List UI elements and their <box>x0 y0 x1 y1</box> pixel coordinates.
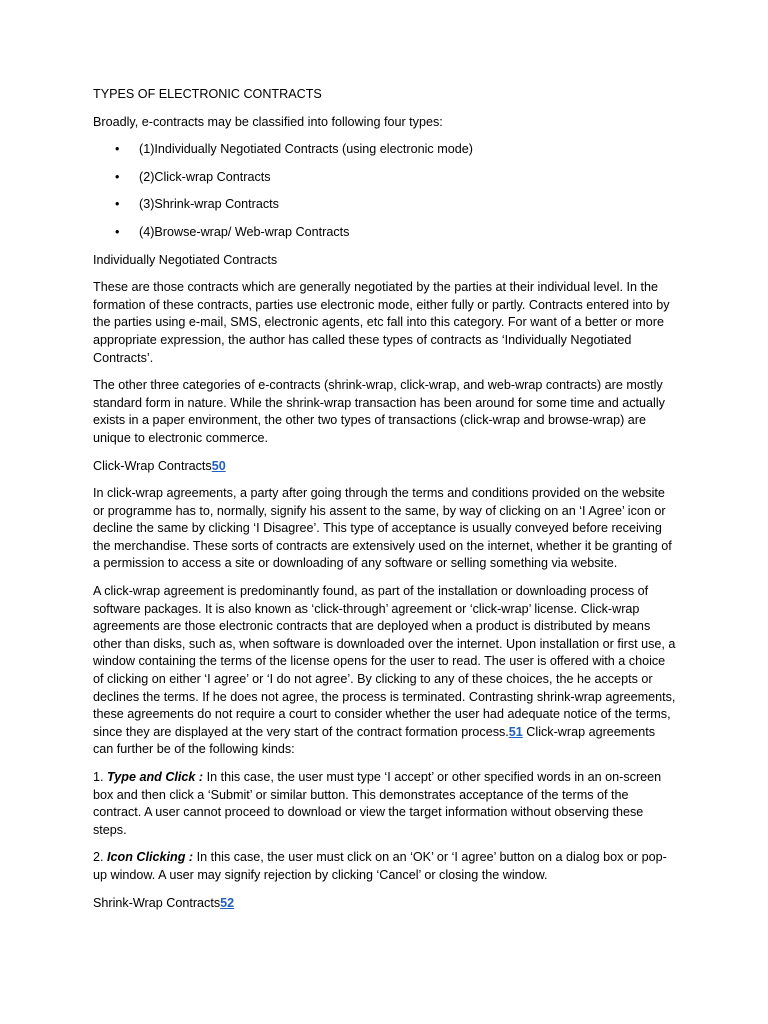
list-item-text: (1)Individually Negotiated Contracts (using electronic mode) <box>139 142 473 157</box>
document-heading: TYPES OF ELECTRONIC CONTRACTS <box>93 87 322 101</box>
kind-number: 1. <box>93 770 108 784</box>
paragraph-text: Click-wrap agreements can further be of the following kinds: <box>93 724 656 757</box>
section-heading-text: Shrink-Wrap Contracts <box>93 895 221 910</box>
section-heading-shrink-wrap <box>93 895 678 913</box>
bullet-icon: • <box>115 169 120 184</box>
standard-form-paragraph: The other three categories of e-contracts (shrink-wrap, click-wrap, and web-wrap contracts) are mostly standard form in nature. While the shrink-wrap transaction has been around for some time and actually exists in a paper environment, the other two types of transactions (click-wrap and browse-wrap) are unique to electronic commerce. <box>93 378 665 445</box>
section-heading-click-wrap <box>93 458 678 476</box>
kind-description: In this case, the user must type ‘I accept’ or other specified words in an on-screen box and then click a ‘Submit’ or similar button. This demonstrates acceptance of the terms of the contract. A user cannot proceed to download or view the target information without observing these steps. <box>93 770 662 837</box>
click-wrap-paragraph-2 <box>93 583 678 759</box>
list-item <box>93 169 678 187</box>
kind-term: Type and Click : <box>107 770 204 784</box>
list-item-text: (3)Shrink-wrap Contracts <box>139 197 279 212</box>
kind-type-and-click <box>93 769 678 839</box>
footnote-link-52[interactable]: 52 <box>220 895 235 910</box>
list-item-text: (2)Click-wrap Contracts <box>139 169 271 184</box>
section-heading-text: Click-Wrap Contracts <box>93 458 212 473</box>
footnote-link-50[interactable]: 50 <box>211 458 226 473</box>
paragraph-text: A click-wrap agreement is predominantly found, as part of the installation or downloading process of software packages. It is also known as ‘click-through’ agreement or ‘click-wrap’ license. Click-wrap agreements are those electronic contracts that are deployed when a product is distributed by means other than disks, such as, when software is downloaded over the internet. Upon installation or first use, a window containing the terms of the license opens for the user to read. The user is offered with a choice of clicking on either ‘I agree’ or ‘I do not agree’. By clicking to any of these choices, the he accepts or declines the terms. If he does not agree, the process is terminated. Contrasting shrink-wrap agreements, these agreements do not require a court to consider whether the user had adequate notice of the terms, since they are displayed at the very start of the contract formation process. <box>93 584 676 739</box>
section-heading-individually-negotiated: Individually Negotiated Contracts <box>93 252 278 267</box>
intro-paragraph: Broadly, e-contracts may be classified into following four types: <box>93 114 443 129</box>
click-wrap-paragraph-1: In click-wrap agreements, a party after going through the terms and conditions provided on the website or programme has to, normally, signify his assent to the same, by way of clicking on an ‘I Agree’ icon or decline the same by clicking ‘I Disagree’. This type of acceptance is usually conveyed before receiving the merchandise. These sorts of contracts are extensively used on the internet, whether it be granting of a permission to access a site or downloading of any software or selling something via website. <box>93 486 672 571</box>
list-item <box>93 196 678 214</box>
list-item <box>93 141 678 159</box>
kind-icon-clicking <box>93 849 678 884</box>
individually-negotiated-paragraph: These are those contracts which are generally negotiated by the parties at their individual level. In the formation of these contracts, parties use electronic mode, either fully or partly. Contracts entered into by the parties using e-mail, SMS, electronic agents, etc fall into this category. For want of a better or more appropriate expression, the author has called these types of contracts as ‘Individually Negotiated Contracts’. <box>93 280 670 365</box>
bullet-icon: • <box>115 142 120 157</box>
bullet-icon: • <box>115 197 120 212</box>
contract-types-list <box>93 141 678 241</box>
footnote-link-51[interactable]: 51 <box>508 724 523 739</box>
kind-description: In this case, the user must click on an ‘OK’ or ‘I agree’ button on a dialog box or pop-up window. A user may signify rejection by clicking ‘Cancel’ or closing the window. <box>93 850 667 882</box>
bullet-icon: • <box>115 224 120 239</box>
kind-number: 2. <box>93 850 108 865</box>
list-item <box>93 224 678 242</box>
kind-term: Icon Clicking : <box>107 850 194 865</box>
list-item-text: (4)Browse-wrap/ Web-wrap Contracts <box>139 224 350 239</box>
